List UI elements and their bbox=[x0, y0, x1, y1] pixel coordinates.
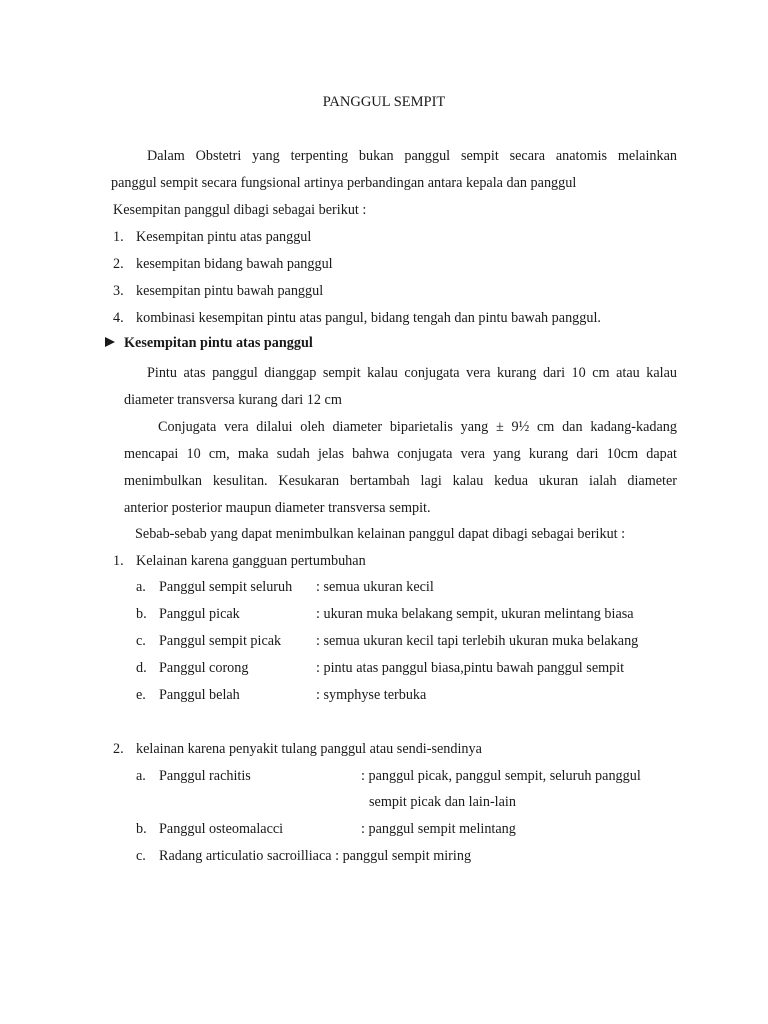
list-number: 2. bbox=[113, 256, 124, 272]
sublist-desc-continued: sempit picak dan lain-lain bbox=[369, 794, 516, 810]
page-title: PANGGUL SEMPIT bbox=[322, 94, 446, 110]
sublist-letter: d. bbox=[136, 660, 147, 676]
sublist-letter: b. bbox=[136, 821, 147, 837]
sublist-term: Panggul rachitis bbox=[159, 768, 251, 784]
list-number: 1. bbox=[113, 229, 124, 245]
intro-line-3: Kesempitan panggul dibagi sebagai berikut : bbox=[113, 202, 367, 218]
paragraph-line: Sebab-sebab yang dapat menimbulkan kelainan panggul dapat dibagi sebagai berikut : bbox=[135, 526, 626, 542]
paragraph-line: anterior posterior maupun diameter transversa sempit. bbox=[124, 500, 431, 516]
list-number: 1. bbox=[113, 553, 124, 569]
paragraph-line: mencapai 10 cm, maka sudah jelas bahwa conjugata vera yang kurang dari 10cm dapat bbox=[124, 446, 677, 462]
sublist-term: Panggul picak bbox=[159, 606, 240, 622]
list-item: kesempitan pintu bawah panggul bbox=[136, 283, 324, 299]
sublist-desc: : panggul picak, panggul sempit, seluruh panggul bbox=[361, 768, 641, 784]
paragraph-line: Pintu atas panggul dianggap sempit kalau conjugata vera kurang dari 10 cm atau kalau bbox=[147, 365, 677, 381]
list-item: Kesempitan pintu atas panggul bbox=[136, 229, 312, 245]
sublist-letter: a. bbox=[136, 768, 146, 784]
list-item: Kelainan karena gangguan pertumbuhan bbox=[136, 553, 366, 569]
section-heading: Kesempitan pintu atas panggul bbox=[124, 335, 313, 351]
sublist-text: Radang articulatio sacroilliaca : panggul sempit miring bbox=[159, 848, 472, 864]
sublist-letter: c. bbox=[136, 633, 146, 649]
sublist-letter: e. bbox=[136, 687, 146, 703]
sublist-term: Panggul sempit seluruh bbox=[159, 579, 293, 595]
list-item: kesempitan bidang bawah panggul bbox=[136, 256, 333, 272]
sublist-desc: : symphyse terbuka bbox=[316, 687, 427, 703]
sublist-desc: : semua ukuran kecil tapi terlebih ukuran muka belakang bbox=[316, 633, 639, 649]
sublist-desc: : panggul sempit melintang bbox=[361, 821, 516, 837]
sublist-desc: : ukuran muka belakang sempit, ukuran melintang biasa bbox=[316, 606, 634, 622]
paragraph-line: diameter transversa kurang dari 12 cm bbox=[124, 392, 342, 408]
sublist-desc: : semua ukuran kecil bbox=[316, 579, 434, 595]
sublist-desc: : pintu atas panggul biasa,pintu bawah panggul sempit bbox=[316, 660, 625, 676]
list-number: 3. bbox=[113, 283, 124, 299]
list-item: kelainan karena penyakit tulang panggul atau sendi-sendinya bbox=[136, 741, 482, 757]
paragraph-line: Conjugata vera dilalui oleh diameter biparietalis yang ± 9½ cm dan kadang-kadang bbox=[158, 419, 677, 435]
list-number: 4. bbox=[113, 310, 124, 326]
sublist-letter: c. bbox=[136, 848, 146, 864]
sublist-letter: b. bbox=[136, 606, 147, 622]
intro-line-2: panggul sempit secara fungsional artinya perbandingan antara kepala dan panggul bbox=[111, 175, 577, 191]
sublist-term: Panggul sempit picak bbox=[159, 633, 282, 649]
sublist-letter: a. bbox=[136, 579, 146, 595]
paragraph-line: menimbulkan kesulitan. Kesukaran bertambah lagi kalau kedua ukuran ialah diameter bbox=[124, 473, 677, 489]
intro-line-1: Dalam Obstetri yang terpenting bukan panggul sempit secara anatomis melainkan bbox=[147, 148, 677, 164]
list-number: 2. bbox=[113, 741, 124, 757]
list-item: kombinasi kesempitan pintu atas pangul, bidang tengah dan pintu bawah panggul. bbox=[136, 310, 601, 326]
arrow-bullet-icon bbox=[105, 337, 115, 347]
sublist-term: Panggul belah bbox=[159, 687, 240, 703]
sublist-term: Panggul osteomalacci bbox=[159, 821, 284, 837]
sublist-term: Panggul corong bbox=[159, 660, 249, 676]
